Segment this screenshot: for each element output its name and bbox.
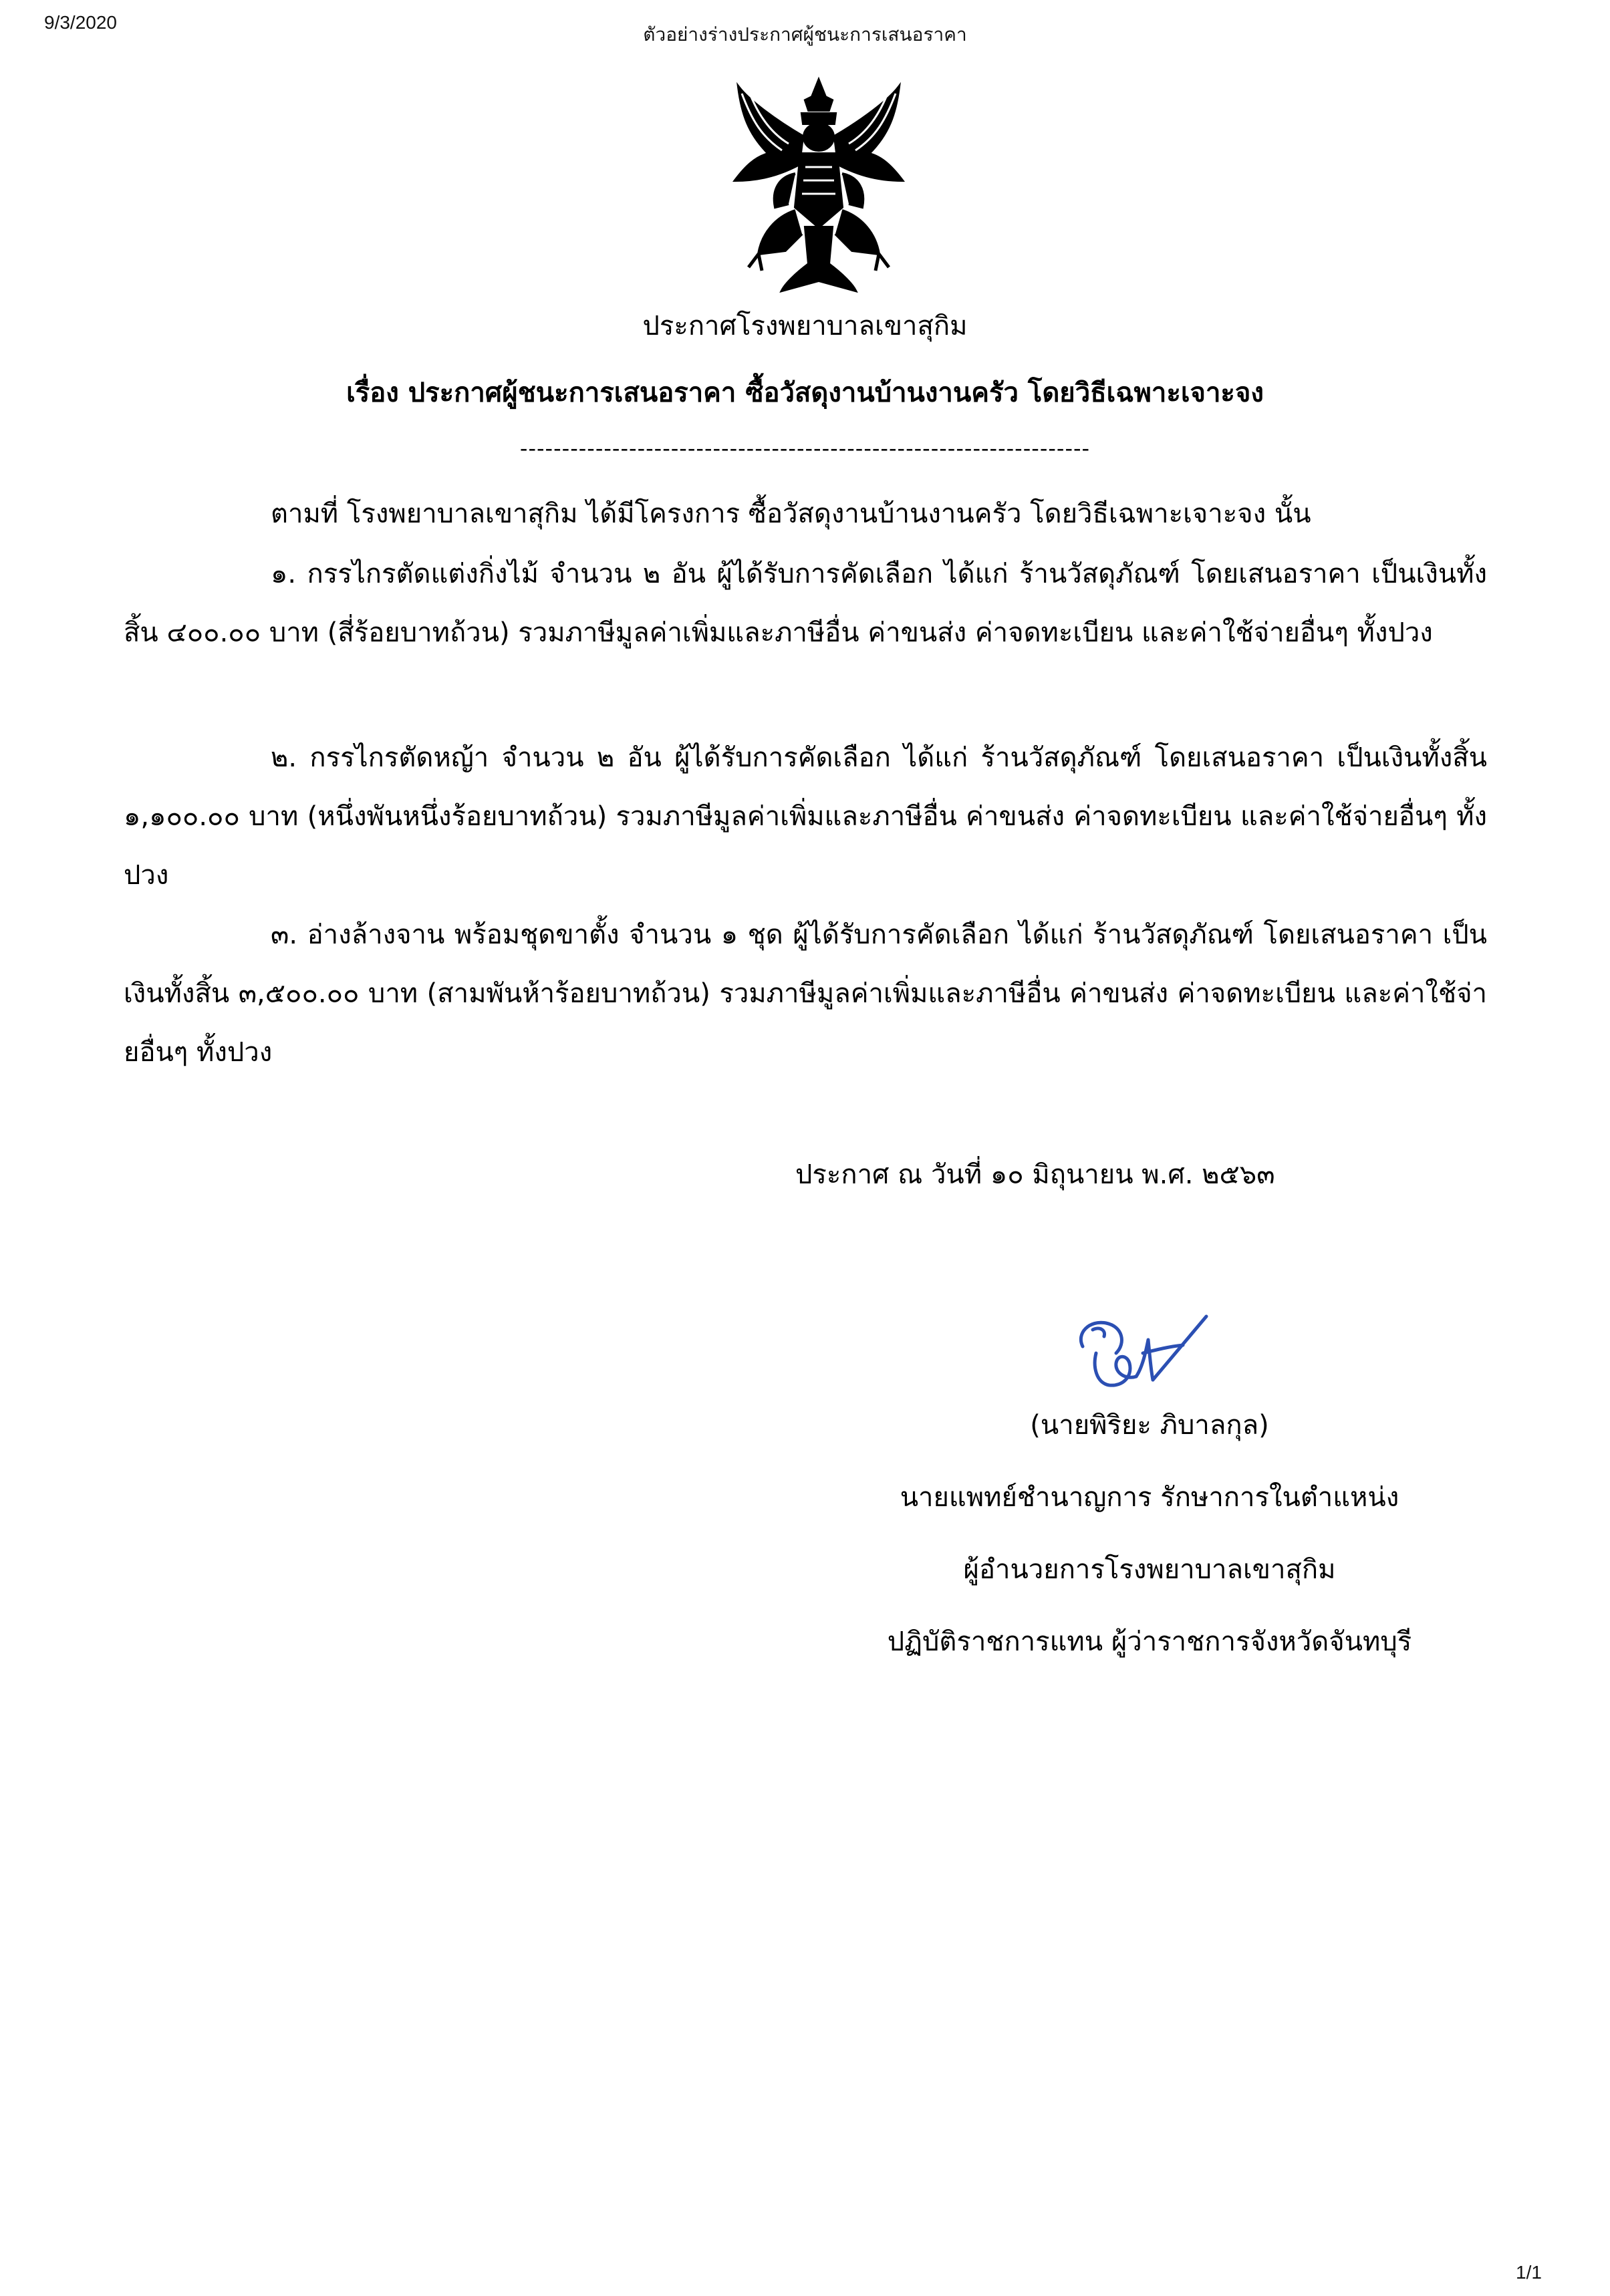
garuda-emblem-icon (722, 74, 916, 294)
document-title: ประกาศโรงพยาบาลเขาสุกิม (642, 311, 968, 341)
signer-name: (นายพิริยะ ภิบาลกุล) (1030, 1410, 1269, 1441)
award-item-1: ๑. กรรไกรตัดแต่งกิ่งไม้ จำนวน ๒ อัน ผู้ได้รับการคัดเลือก ได้แก่ ร้านวัสดุภัณฑ์ โดยเสนอราคา เป็นเงินทั้งสิ้น ๔๐๐.๐๐ บาท (สี่ร้อยบาทถ้วน) รวมภาษีมูลค่าเพิ่มและภาษีอื่น ค่าขนส่ง ค่าจดทะเบียน และค่าใช้จ่ายอื่นๆ ทั้งปวง (124, 559, 1487, 648)
divider-line: -------------------------------------------------------------------- (519, 436, 1091, 461)
signer-role: ผู้อำนวยการโรงพยาบาลเขาสุกิม (963, 1554, 1336, 1585)
page-number: 1/1 (1516, 2262, 1542, 2283)
award-item-2: ๒. กรรไกรตัดหญ้า จำนวน ๒ อัน ผู้ได้รับการคัดเลือก ได้แก่ ร้านวัสดุภัณฑ์ โดยเสนอราคา เป็นเงินทั้งสิ้น ๑,๑๐๐.๐๐ บาท (หนึ่งพันหนึ่งร้อยบาทถ้วน) รวมภาษีมูลค่าเพิ่มและภาษีอื่น ค่าขนส่ง ค่าจดทะเบียน และค่าใช้จ่ายอื่นๆ ทั้งปวง (124, 742, 1487, 891)
announce-date: ประกาศ ณ วันที่ ๑๐ มิถุนายน พ.ศ. ๒๕๖๓ (795, 1159, 1275, 1190)
document-subject: เรื่อง ประกาศผู้ชนะการเสนอราคา ซื้อวัสดุงานบ้านงานครัว โดยวิธีเฉพาะเจาะจง (346, 378, 1264, 408)
intro-paragraph: ตามที่ โรงพยาบาลเขาสุกิม ได้มีโครงการ ซื้อวัสดุงานบ้านงานครัว โดยวิธีเฉพาะเจาะจง นั้น (271, 498, 1311, 529)
award-item-3: ๓. อ่างล้างจาน พร้อมชุดขาตั้ง จำนวน ๑ ชุด ผู้ได้รับการคัดเลือก ได้แก่ ร้านวัสดุภัณฑ์ โดยเสนอราคา เป็นเงินทั้งสิ้น ๓,๕๐๐.๐๐ บาท (สามพันห้าร้อยบาทถ้วน) รวมภาษีมูลค่าเพิ่มและภาษีอื่น ค่าขนส่ง ค่าจดทะเบียน และค่าใช้จ่ายอื่นๆ ทั้งปวง (124, 919, 1487, 1068)
signer-position: นายแพทย์ชำนาญการ รักษาการในตำแหน่ง (900, 1482, 1399, 1513)
print-title: ตัวอย่างร่างประกาศผู้ชนะการเสนอราคา (643, 23, 967, 45)
print-date: 9/3/2020 (44, 12, 117, 33)
signature-icon (1069, 1313, 1210, 1393)
signer-acting: ปฏิบัติราชการแทน ผู้ว่าราชการจังหวัดจันทบุรี (887, 1626, 1412, 1657)
